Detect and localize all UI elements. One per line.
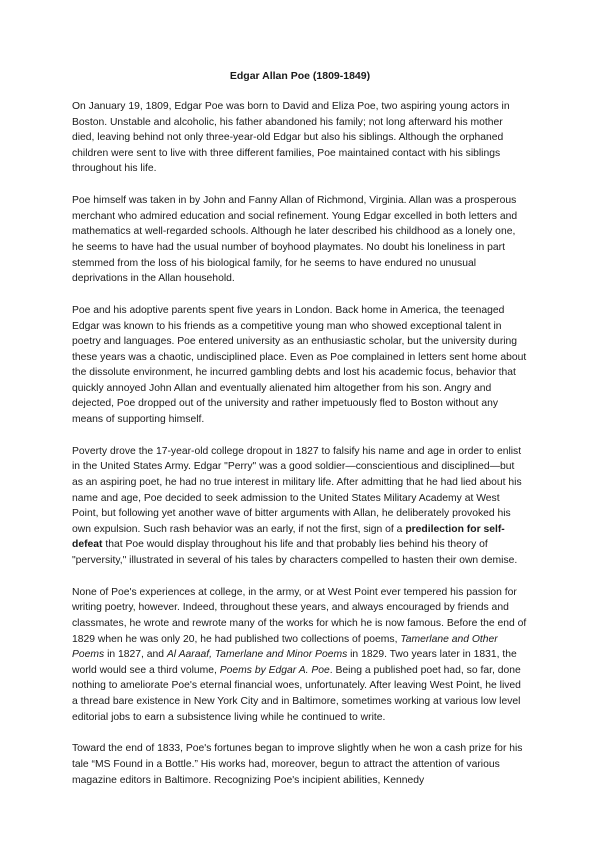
text-line: and in Baltimore, sometimes working at various low level editorial jobs to earn a subsistence <box>72 695 521 723</box>
text-line: and that probably lies behind his theory of "perversity," illustrated in several of his tales by <box>72 539 488 566</box>
text-run: poems, <box>363 633 401 645</box>
text-line: scholar, but the university during these years was a chaotic, undisciplined place. Even as <box>72 336 518 363</box>
document-body <box>72 99 527 804</box>
text-line: Poverty drove the 17-year-old college dropout in 1827 to falsify his name and age in order to <box>72 445 495 457</box>
text-line: None of Poe's experiences at college, in the army, or at West Point ever tempered his <box>72 586 464 598</box>
text-line: Poe complained in letters sent home about the dissolute environment, he incurred gambling <box>72 351 527 379</box>
text-line: the orphaned children were sent to live with three different families, Poe maintained contact <box>72 132 504 159</box>
text-run: . <box>329 664 333 676</box>
text-run: 1829. Two years later in 1831, the world would see a third volume, <box>72 649 517 676</box>
paragraph-london-university <box>72 303 527 428</box>
text-line: that he had lied about his name and age, Poe decided to seek admission to the United <box>72 477 522 504</box>
text-line: On January 19, 1809, Edgar Poe was born to David and Eliza Poe, two aspiring young <box>72 101 468 112</box>
text-line: actors in Boston. Unstable and alcoholic, his father abandoned his family; not long afterward <box>72 101 510 128</box>
text-line: childhood as a lonely one, he seems to have had the usual number of boyhood playmates. <box>72 226 516 253</box>
text-line: Being a published poet had, so far, done nothing to ameliorate Poe's eternal financial woes, <box>72 664 521 692</box>
text-line: unfortunately. After leaving West Point, he lived a thread bare existence in New York City <box>72 680 521 707</box>
paragraph-allan-family <box>72 193 527 287</box>
text-line: his mother died, leaving behind not only three-year-old Edgar but also his siblings. Although <box>72 116 503 144</box>
text-line: by friends and classmates, he wrote and rewrote many of the works for which he is now <box>72 602 509 629</box>
text-line: and rather impetuously fled to Boston without any means of supporting himself. <box>72 398 499 426</box>
text-line: No doubt his loneliness in part stemmed from the loss of his biological family, for he seems <box>72 241 505 269</box>
text-line: passion for writing poetry, however. Indeed, throughout these years, and always encouraged <box>72 586 517 614</box>
text-line: Toward the end of 1833, Poe's fortunes began to improve slightly when he won a cash prize <box>72 743 492 755</box>
book-title: Tamerlane and Other Poems <box>72 633 498 661</box>
text-line: enlist in the United States Army. Edgar "Perry" was a good soldier—conscientious and <box>72 445 522 473</box>
text-line: debts and lost his academic focus, behavior that quickly annoyed John Allan and eventually <box>72 367 516 394</box>
text-line: States Military Academy at West Point, but following yet another wave of bitter arguments <box>72 492 500 520</box>
text-line: teenaged Edgar was known to his friends as a competitive young man who showed <box>72 304 505 332</box>
text-run: in <box>347 649 359 661</box>
text-line: alienated him altogether from his son. Angry and dejected, Poe dropped out of the university <box>72 382 492 410</box>
text-line: with Allan, he deliberately provoked his own expulsion. Such rash behavior was an early, if <box>72 508 511 535</box>
text-line: in both letters and mathematics at well-regarded schools. Although he later described his <box>72 210 518 238</box>
book-title: Poems by Edgar A. Poe <box>219 664 330 676</box>
text-line: characters compelled to hasten their own demise. <box>289 555 518 566</box>
text-line: Poe himself was taken in by John and Fanny Allan of Richmond, Virginia. Allan was a <box>72 195 462 207</box>
paragraph-poetry <box>72 585 527 725</box>
document-title: Edgar Allan Poe (1809-1849) <box>229 70 371 82</box>
bold-phrase: predilection for self-defeat <box>72 523 505 551</box>
paragraph-army-westpoint <box>72 444 527 569</box>
text-line: disciplined—but as an aspiring poet, he had no true interest in military life. After admitting <box>72 461 515 489</box>
text-line: for his tale “MS Found in a Bottle.” His works had, moreover, begun to attract the attention of <box>72 743 523 770</box>
text-line: famous. Before the end of 1829 when he was only 20, he had published two collections of <box>72 617 527 645</box>
text-line: living while he continued to write. <box>234 711 386 723</box>
text-line: with his siblings throughout his life. <box>72 147 501 175</box>
text-run: that Poe would display throughout his life <box>102 539 294 551</box>
paragraph-fortunes <box>72 741 527 788</box>
text-line: prosperous merchant who admired education and social refinement. Young Edgar excelled <box>72 195 517 222</box>
text-line: Poe and his adoptive parents spent five years in London. Back home in America, the <box>72 304 459 316</box>
text-line: exceptional talent in poetry and languages. Poe entered university as an enthusiastic <box>72 320 502 348</box>
text-run: in 1827, and <box>104 649 167 661</box>
text-run: not the first, sign of a <box>306 523 406 535</box>
book-title: Al Aaraaf, Tamerlane and Minor Poems <box>166 649 348 661</box>
text-line: various magazine editors in Baltimore. Recognizing Poe's incipient abilities, Kennedy <box>72 758 500 786</box>
text-line: to have endured no unusual deprivations in the Allan household. <box>72 257 477 285</box>
paragraph-birth <box>72 99 527 177</box>
